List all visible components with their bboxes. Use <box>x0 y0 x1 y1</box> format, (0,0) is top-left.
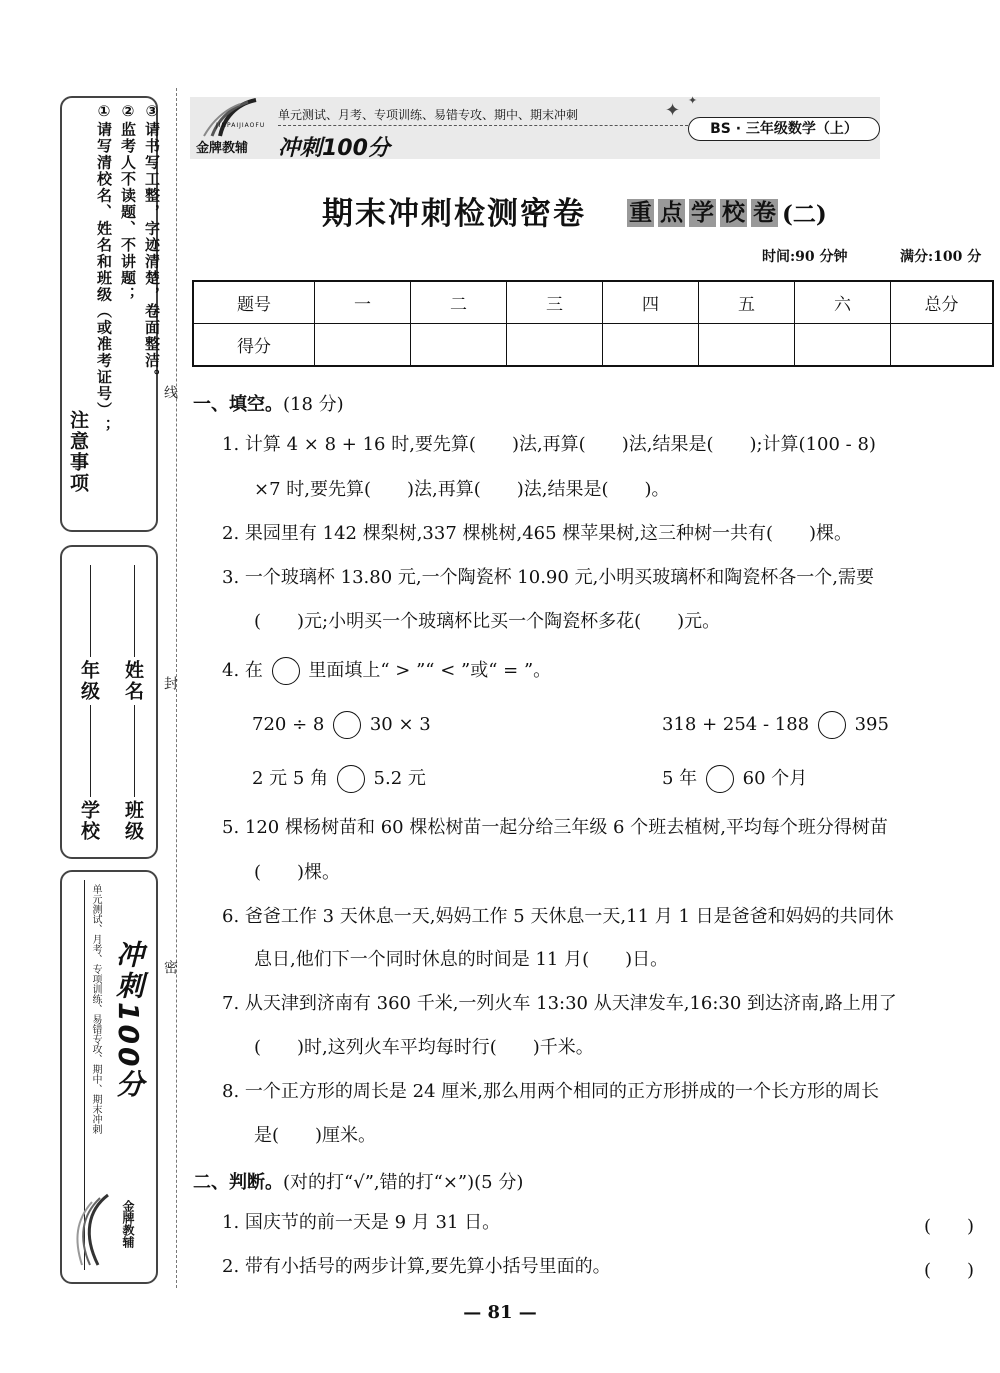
table-header-cell: 二 <box>411 281 507 324</box>
score-cell[interactable] <box>795 324 891 367</box>
table-header-cell: 一 <box>315 281 411 324</box>
name-field[interactable] <box>134 565 135 657</box>
page-title: 期末冲刺检测密卷 <box>322 196 586 232</box>
ad-logo-text: 金牌教辅 <box>121 1200 135 1248</box>
subtitle-suffix: (二) <box>782 201 827 228</box>
table-header-cell: 六 <box>795 281 891 324</box>
table-header-cell: 三 <box>507 281 603 324</box>
class-field[interactable] <box>134 705 135 797</box>
table-row <box>193 324 993 367</box>
question-1-line-2: ×7 时,要先算( )法,再算( )法,结果是( )。 <box>254 479 670 500</box>
cut-mark-secret: 密 <box>162 960 178 974</box>
subtitle-char: 学 <box>691 198 714 226</box>
question-5-line-2: ( )棵。 <box>254 862 341 883</box>
score-cell[interactable] <box>603 324 699 367</box>
brand-title: 冲刺100分 <box>278 136 390 161</box>
question-6-line-1: 6. 爸爸工作 3 天休息一天,妈妈工作 5 天休息一天,11 月 1 日是爸爸和妈妈的共同休 <box>222 906 894 927</box>
sparkle-icon: ✦ <box>665 100 681 121</box>
notice-line-2: ②监考人不读题、不讲题； <box>119 102 137 303</box>
section-2-title: 二、判断。(对的打“√”,错的打“×”)(5 分) <box>193 1172 524 1193</box>
page-number: — 81 — <box>463 1302 537 1323</box>
school-field[interactable] <box>90 705 91 797</box>
notice-line-1: ①请写清校名、姓名和班级（或准考证号）； <box>95 102 113 435</box>
logo-text: 金牌教辅 <box>196 141 249 156</box>
paper-subtitle <box>627 196 827 229</box>
section-1-title: 一、填空。(18 分) <box>193 394 344 415</box>
subtitle-char: 卷 <box>753 198 776 226</box>
notice-heading: 注意事项 <box>67 410 89 494</box>
score-table <box>192 280 994 367</box>
question-3-line-1: 3. 一个玻璃杯 13.80 元,一个陶瓷杯 10.90 元,小明买玻璃杯和陶瓷杯各一个,需要 <box>222 567 875 588</box>
school-label: 学校 <box>78 800 100 842</box>
judge-answer-2[interactable]: ( ) <box>924 1260 975 1281</box>
cut-mark-seal: 封 <box>162 676 178 690</box>
answer-circle[interactable] <box>337 765 365 793</box>
table-header-cell: 五 <box>699 281 795 324</box>
grade-badge: BS · 三年级数学（上） <box>688 117 880 141</box>
question-6-line-2: 息日,他们下一个同时休息的时间是 11 月( )日。 <box>254 949 669 970</box>
subtitle-char: 点 <box>660 198 683 226</box>
score-cell[interactable] <box>411 324 507 367</box>
question-7-line-1: 7. 从天津到济南有 360 千米,一列火车 13:30 从天津发车,16:30 到达济南,路上用了 <box>222 993 897 1014</box>
full-score: 满分:100 分 <box>900 249 982 265</box>
notice-line-3: ③请书写工整，字迹清楚，卷面整洁。 <box>143 102 161 386</box>
cut-mark-line: 线 <box>162 385 178 399</box>
score-row-label: 得分 <box>193 324 315 367</box>
score-cell[interactable] <box>699 324 795 367</box>
ad-brand-title: 冲刺100分 <box>112 940 145 1101</box>
grade-label: 年级 <box>78 660 100 702</box>
ad-series-text: 单元测试、月考、专项训练、易错专攻、期中、期末冲刺 <box>90 884 101 1134</box>
logo-pinyin: JINPAIJIAOFU <box>216 122 266 129</box>
time-limit: 时间:90 分钟 <box>762 249 848 265</box>
question-8-line-2: 是( )厘米。 <box>254 1125 377 1146</box>
table-header-cell: 总分 <box>891 281 994 324</box>
question-2: 2. 果园里有 142 棵梨树,337 棵桃树,465 棵苹果树,这三种树一共有( )棵。 <box>222 523 853 544</box>
table-row <box>193 281 993 324</box>
answer-circle[interactable] <box>333 711 361 739</box>
grade-field[interactable] <box>90 565 91 657</box>
answer-circle[interactable] <box>706 765 734 793</box>
score-cell[interactable] <box>891 324 994 367</box>
question-7-line-2: ( )时,这列火车平均每时行( )千米。 <box>254 1037 594 1058</box>
compare-item-3: 2 元 5 角 5.2 元 <box>252 765 426 793</box>
compare-item-2: 318 + 254 - 188 395 <box>662 711 889 739</box>
judge-answer-1[interactable]: ( ) <box>924 1216 975 1237</box>
book-logo-icon <box>196 96 266 140</box>
compare-item-1: 720 ÷ 8 30 × 3 <box>252 711 431 739</box>
question-5-line-1: 5. 120 棵杨树苗和 60 棵松树苗一起分给三年级 6 个班去植树,平均每个班分得树苗 <box>222 817 888 838</box>
answer-circle[interactable] <box>818 711 846 739</box>
series-text: 单元测试、月考、专项训练、易错专攻、期中、期末冲刺 <box>278 108 579 122</box>
ad-book-logo-icon <box>68 1190 118 1270</box>
score-cell[interactable] <box>315 324 411 367</box>
compare-item-4: 5 年 60 个月 <box>662 765 807 793</box>
table-header-cell: 题号 <box>193 281 315 324</box>
question-8-line-1: 8. 一个正方形的周长是 24 厘米,那么用两个相同的正方形拼成的一个长方形的周长 <box>222 1081 879 1102</box>
compare-circle-icon <box>272 657 300 685</box>
score-cell[interactable] <box>507 324 603 367</box>
question-4: 4. 在 里面填上“ > ”“ < ”或“ = ”。 <box>222 657 551 685</box>
name-label: 姓名 <box>122 660 144 702</box>
question-3-line-2: ( )元;小明买一个玻璃杯比买一个陶瓷杯多花( )元。 <box>254 611 721 632</box>
judge-question-1: 1. 国庆节的前一天是 9 月 31 日。 <box>222 1212 501 1233</box>
sparkle-small-icon: ✦ <box>688 94 698 107</box>
subtitle-char: 重 <box>629 198 652 226</box>
table-header-cell: 四 <box>603 281 699 324</box>
class-label: 班级 <box>122 800 144 842</box>
judge-question-2: 2. 带有小括号的两步计算,要先算小括号里面的。 <box>222 1256 611 1277</box>
series-dash-line <box>278 125 688 126</box>
question-1-line-1: 1. 计算 4 × 8 + 16 时,要先算( )法,再算( )法,结果是( );计算(100 - 8) <box>222 434 876 455</box>
subtitle-char: 校 <box>722 198 745 226</box>
